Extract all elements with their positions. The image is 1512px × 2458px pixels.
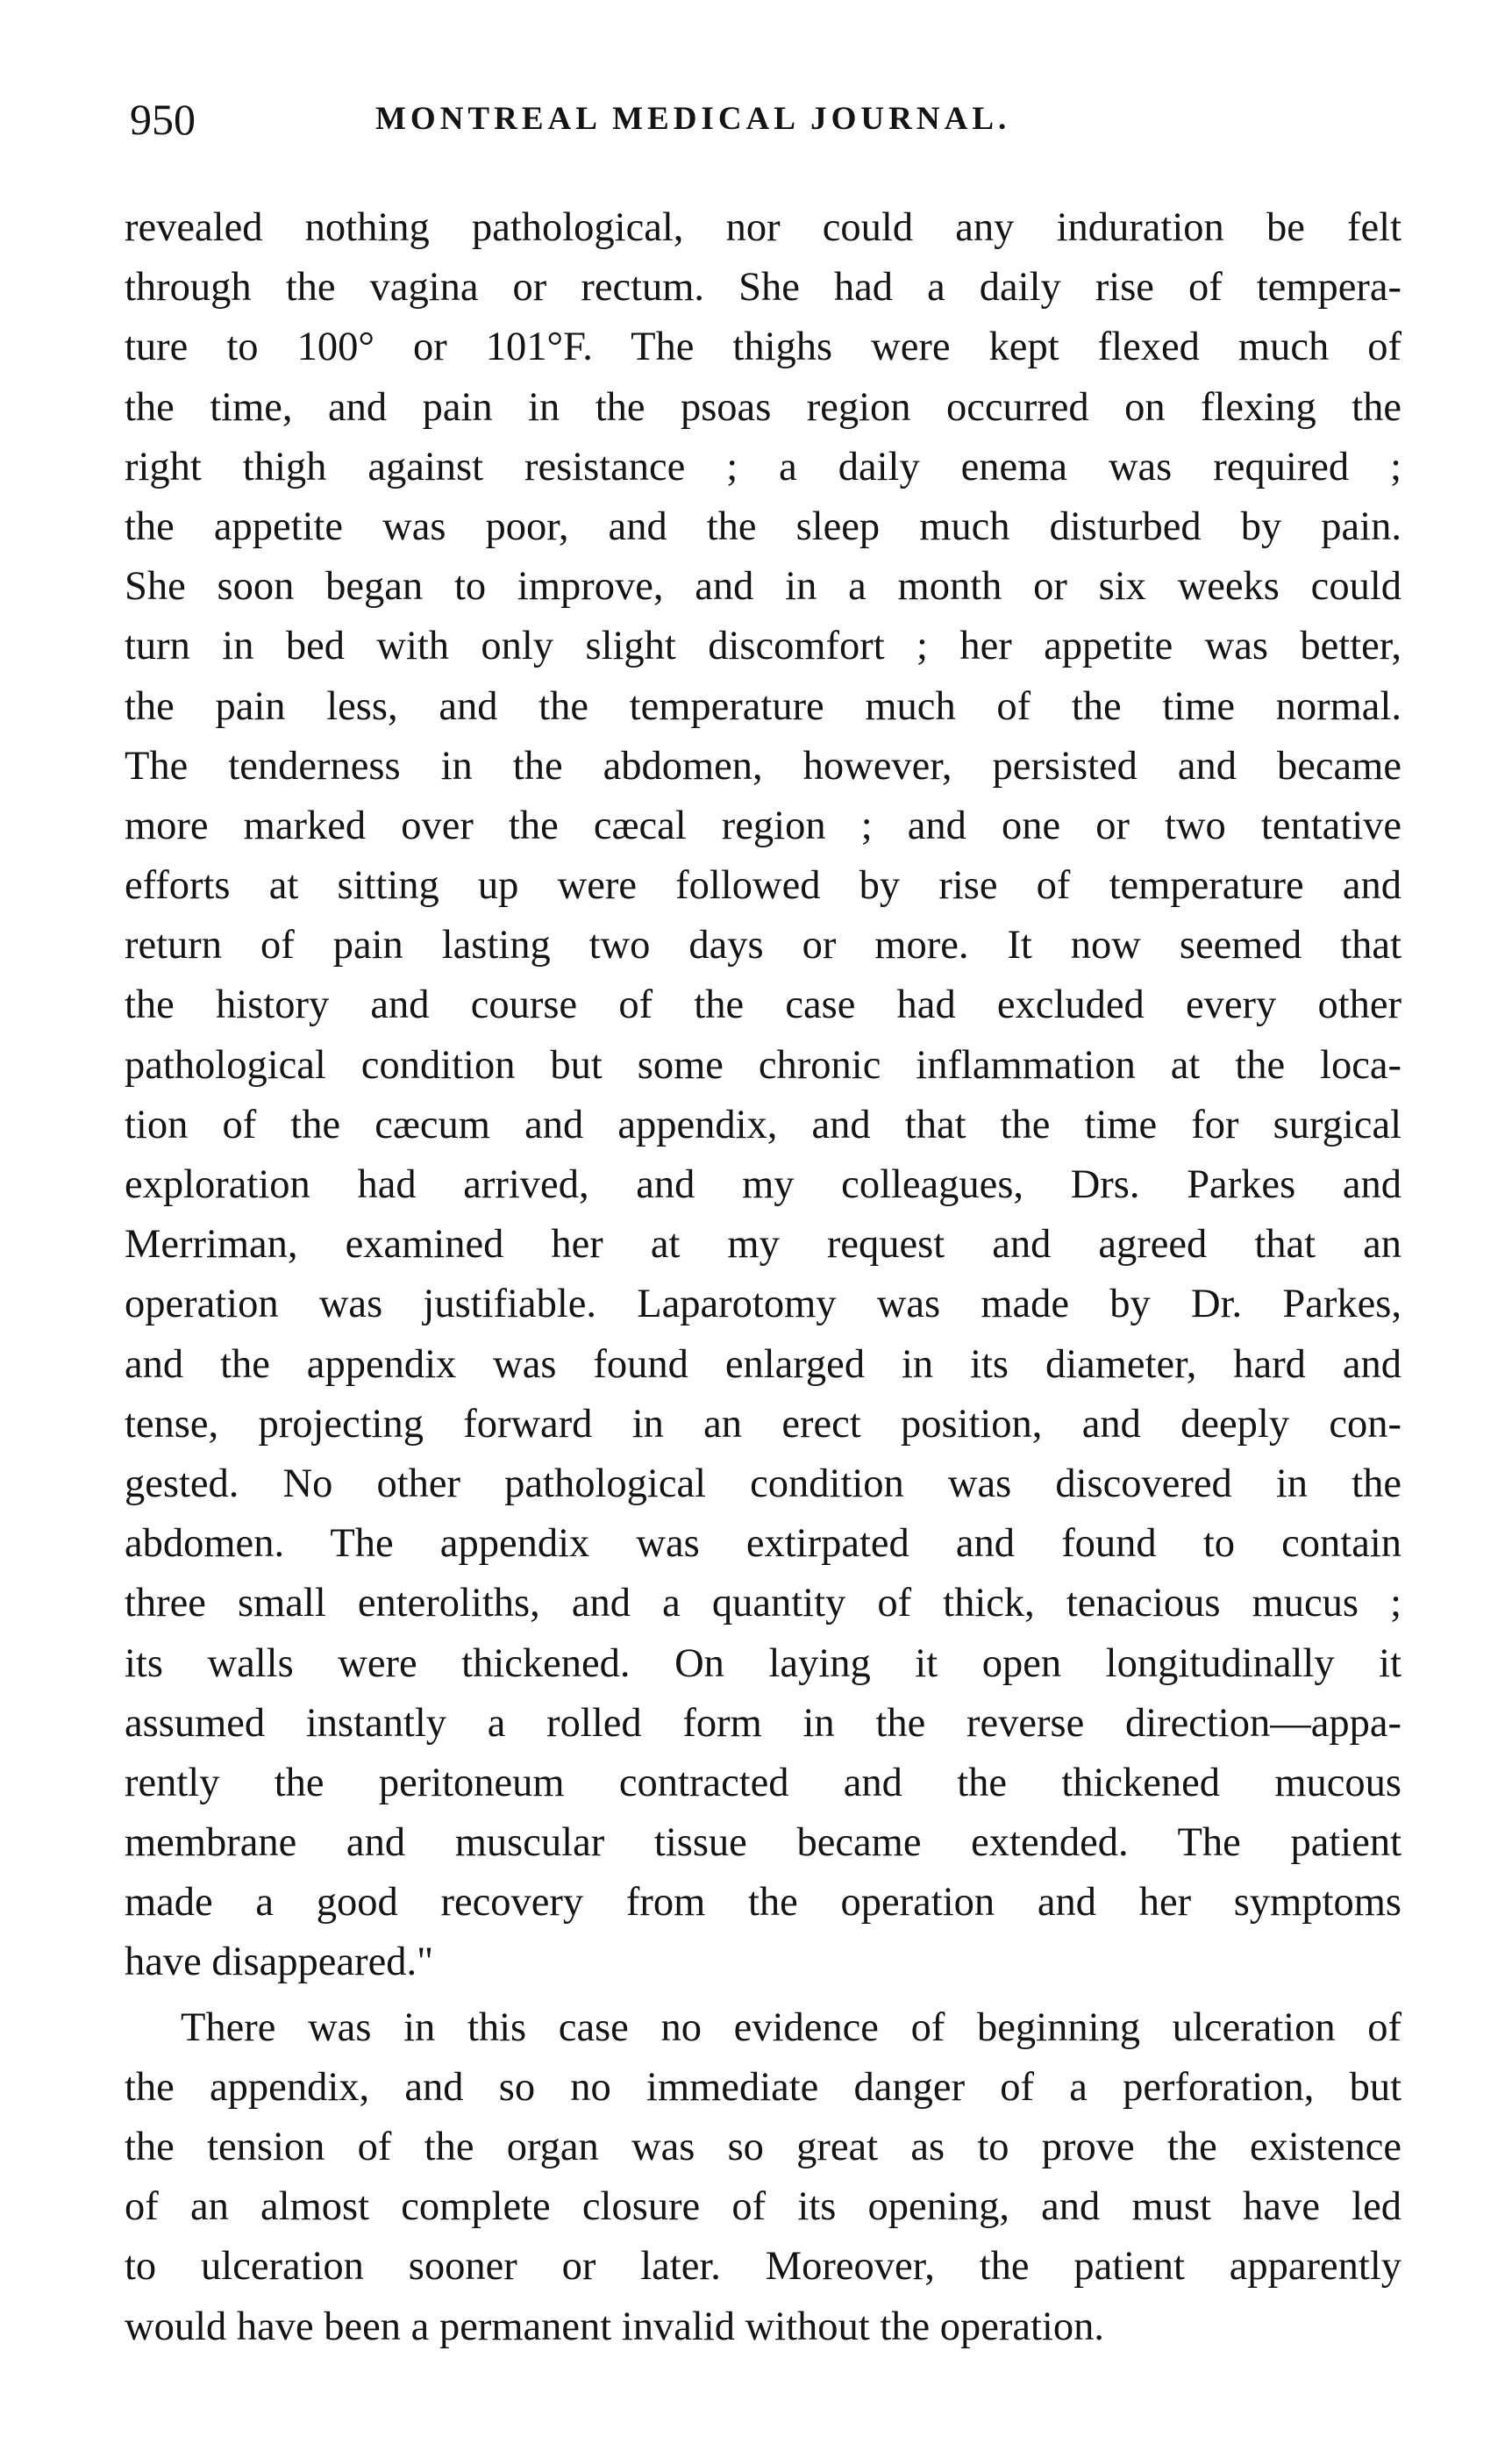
- text-line: made a good recovery from the operation and her symptoms: [125, 1880, 1401, 1926]
- text-line: to ulceration sooner or later. Moreover, the patient apparently: [125, 2244, 1401, 2290]
- paragraph-1: [125, 198, 1401, 1993]
- text-line: abdomen. The appendix was extirpated and found to contain: [125, 1521, 1401, 1567]
- text-line: tion of the cæcum and appendix, and that the time for surgical: [125, 1102, 1401, 1147]
- text-line: right thigh against resistance ; a daily enema was required ;: [125, 444, 1401, 489]
- text-line: pathological condition but some chronic inflammation at the loca-: [125, 1042, 1401, 1088]
- text-line: gested. No other pathological condition was discovered in the: [125, 1461, 1401, 1506]
- text-line: the time, and pain in the psoas region occurred on flexing the: [125, 384, 1401, 430]
- paragraph-2: [125, 1998, 1401, 2357]
- text-line: and the appendix was found enlarged in its diameter, hard and: [125, 1341, 1401, 1387]
- text-line: have disappeared.": [125, 1940, 434, 1985]
- text-line: assumed instantly a rolled form in the reverse direction—appa-: [125, 1700, 1401, 1746]
- text-line: There was in this case no evidence of beginning ulceration of: [181, 2004, 1401, 2050]
- text-line: She soon began to improve, and in a month or six weeks could: [125, 564, 1401, 610]
- text-line: exploration had arrived, and my colleagues, Drs. Parkes and: [125, 1162, 1401, 1207]
- body-text: [125, 198, 1401, 2357]
- text-line: Merriman, examined her at my request and agreed that an: [125, 1222, 1401, 1268]
- running-head: MONTREAL MEDICAL JOURNAL.: [375, 101, 1011, 137]
- text-line: The tenderness in the abdomen, however, persisted and became: [125, 743, 1401, 789]
- text-line: three small enteroliths, and a quantity of thick, tenacious mucus ;: [125, 1581, 1401, 1626]
- text-line: rently the peritoneum contracted and the thickened mucous: [125, 1760, 1401, 1805]
- text-line: ture to 100° or 101°F. The thighs were kept flexed much of: [125, 325, 1401, 370]
- text-line: operation was justifiable. Laparotomy was made by Dr. Parkes,: [125, 1282, 1401, 1327]
- text-line: membrane and muscular tissue became extended. The patient: [125, 1820, 1401, 1866]
- text-line: through the vagina or rectum. She had a daily rise of tempera-: [125, 265, 1401, 311]
- text-line: the appetite was poor, and the sleep much disturbed by pain.: [125, 504, 1401, 549]
- text-line: of an almost complete closure of its opening, and must have led: [125, 2184, 1401, 2230]
- text-line: the tension of the organ was so great as to prove the existence: [125, 2125, 1401, 2169]
- text-line: turn in bed with only slight discomfort ; her appetite was better,: [125, 624, 1401, 669]
- text-line: return of pain lasting two days or more. It now seemed that: [125, 923, 1401, 968]
- text-line: the history and course of the case had excluded every other: [125, 982, 1401, 1028]
- text-line: would have been a permanent invalid without the operation.: [125, 2304, 1104, 2349]
- text-line: its walls were thickened. On laying it open longitudinally it: [125, 1640, 1401, 1686]
- text-line: the pain less, and the temperature much of the time normal.: [125, 683, 1401, 729]
- text-line: revealed nothing pathological, nor could any induration be felt: [125, 205, 1401, 250]
- text-line: the appendix, and so no immediate danger of a perforation, but: [125, 2064, 1401, 2110]
- text-line: more marked over the cæcal region ; and one or two tentative: [125, 803, 1401, 848]
- page-number: 950: [130, 95, 196, 144]
- page-header: [130, 84, 1393, 154]
- text-line: tense, projecting forward in an erect position, and deeply con-: [125, 1401, 1401, 1447]
- text-line: efforts at sitting up were followed by rise of temperature and: [125, 863, 1401, 909]
